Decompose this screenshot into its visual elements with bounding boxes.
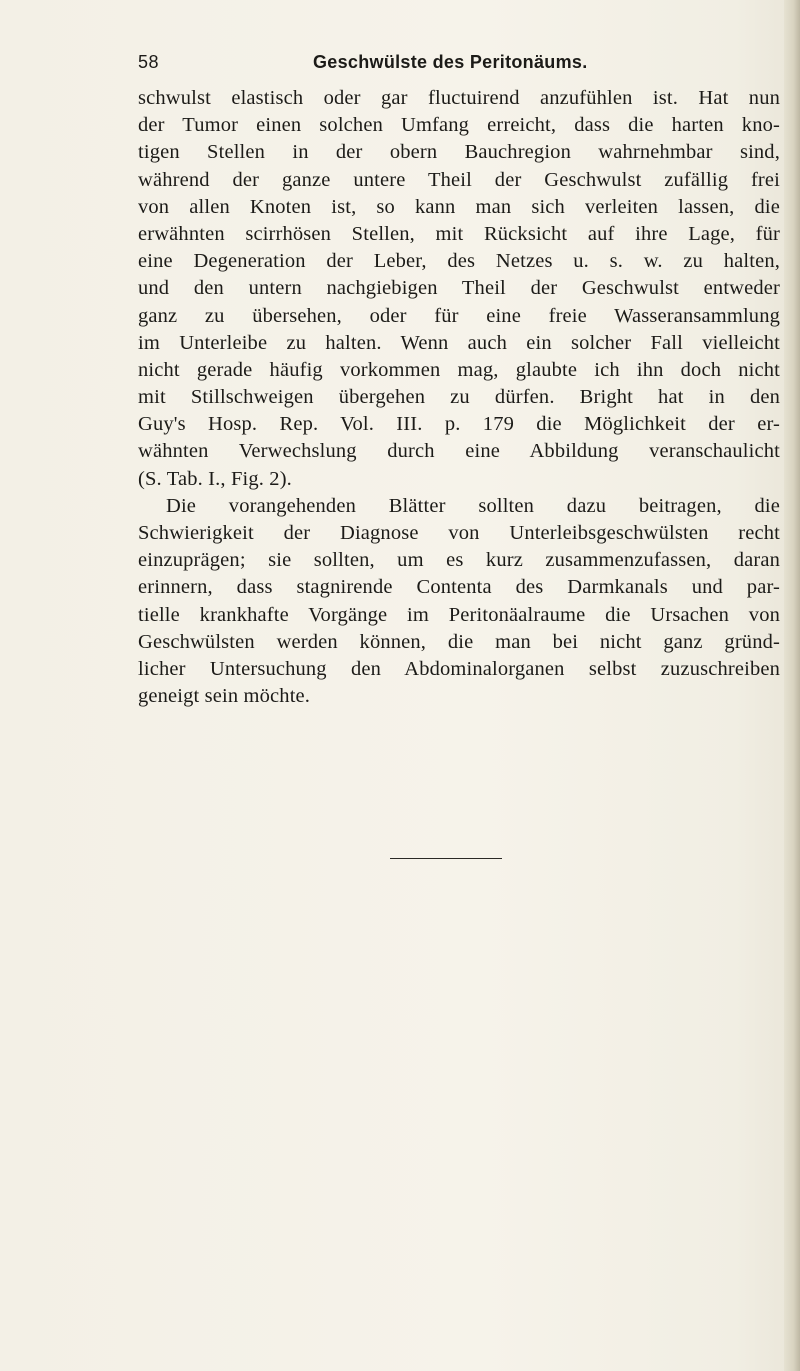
text-line: licher Untersuchung den Abdominalorganen selbst zuzuschreiben <box>138 657 780 680</box>
text-line: nicht gerade häufig vorkommen mag, glaubte ich ihn doch nicht <box>138 358 780 381</box>
text-line: einzuprägen; sie sollten, um es kurz zusammenzufassen, daran <box>138 549 780 572</box>
text-line: Geschwülsten werden können, die man bei nicht ganz gründ- <box>138 630 780 653</box>
text-line: (S. Tab. I., Fig. 2). <box>138 467 292 490</box>
page-number: 58 <box>138 52 160 72</box>
text-line: wähnten Verwechslung durch eine Abbildung veranschaulicht <box>138 440 780 463</box>
text-line: Schwierigkeit der Diagnose von Unterleibsgeschwülsten recht <box>138 522 780 544</box>
text-line: während der ganze untere Theil der Geschwulst zufällig frei <box>138 168 780 191</box>
text-line: von allen Knoten ist, so kann man sich verleiten lassen, die <box>138 195 780 218</box>
text-line: tielle krankhafte Vorgänge im Peritonäalraume die Ursachen von <box>138 603 780 626</box>
text-line: geneigt sein möchte. <box>138 685 311 708</box>
page-edge-shadow <box>784 0 800 1371</box>
text-line: eine Degeneration der Leber, des Netzes u. s. w. zu halten, <box>138 250 780 273</box>
page-header <box>138 52 778 78</box>
text-line: ganz zu übersehen, oder für eine freie Wasseransammlung <box>138 304 780 327</box>
text-line: Guy's Hosp. Rep. Vol. III. p. 179 die Möglichkeit der er- <box>138 413 780 436</box>
text-line: erwähnten scirrhösen Stellen, mit Rücksicht auf ihre Lage, für <box>138 222 780 245</box>
text-line: schwulst elastisch oder gar fluctuirend anzufühlen ist. Hat nun <box>138 87 780 109</box>
text-line: im Unterleibe zu halten. Wenn auch ein solcher Fall vielleicht <box>138 331 780 354</box>
running-title: Geschwülste des Peritonäums. <box>313 52 588 72</box>
text-line: mit Stillschweigen übergehen zu dürfen. Bright hat in den <box>138 386 780 409</box>
section-separator-rule <box>390 858 502 859</box>
text-line: und den untern nachgiebigen Theil der Geschwulst entweder <box>138 277 780 300</box>
text-line: der Tumor einen solchen Umfang erreicht, dass die harten kno- <box>138 114 780 137</box>
text-line: Die vorangehenden Blätter sollten dazu beitragen, die <box>166 494 780 517</box>
text-line: erinnern, dass stagnirende Contenta des Darmkanals und par- <box>138 576 780 599</box>
body-text <box>138 85 780 710</box>
text-line: tigen Stellen in der obern Bauchregion wahrnehmbar sind, <box>138 141 780 164</box>
